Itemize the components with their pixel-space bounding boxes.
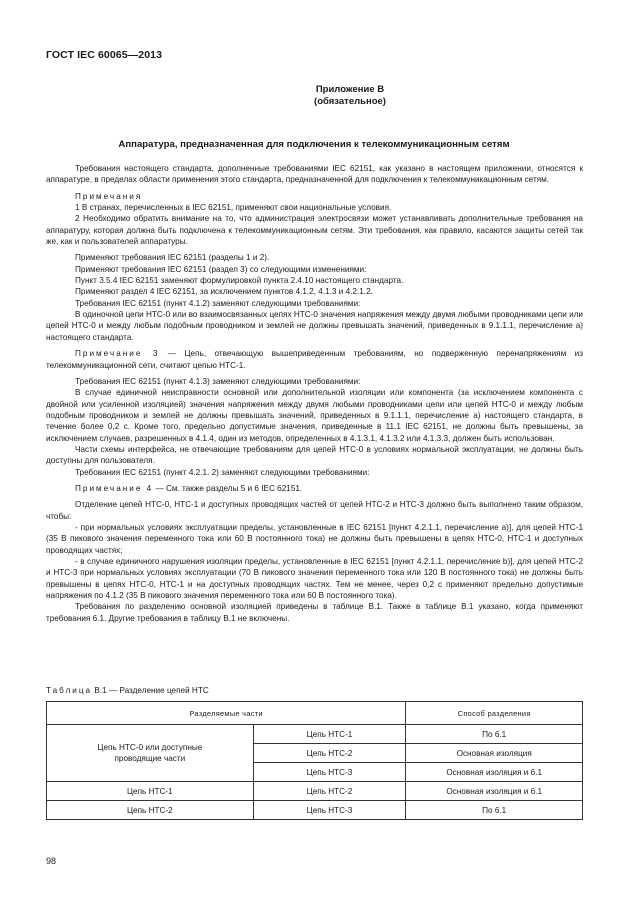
paragraph: Применяют требования IEC 62151 (разделы 1 и 2). [75,253,270,263]
table-cell: По 6.1 [406,801,583,820]
table-row [47,801,583,820]
table-header-row [47,702,583,725]
table-cell: Цепь НТС-2 [47,801,254,820]
appendix-heading [0,84,630,108]
table-row [47,725,583,744]
document-body [46,163,583,624]
table-cell: Цепь НТС-2 [253,744,406,763]
note-text: — См. также разделы 5 и 6 IEC 62151. [153,483,303,493]
table-caption-label: Таблица [46,686,93,695]
note-item: 1 В странах, перечисленных в IEC 62151, применяют свои национальные условия. [75,203,392,213]
note-label: Примечание 3 [75,349,160,359]
column-header-method: Способ разделения [406,702,583,725]
table-cell: Цепь НТС-1 [47,782,254,801]
paragraph: Требования по разделению основной изоляцией приведены в таблице В.1. Также в таблице В.1 указано, когда применяют требования 6.1. Другие требования в таблицу В.1 не включены. [46,602,583,623]
table-cell: Цепь НТС-2 [253,782,406,801]
column-header-parts: Разделяемые части [47,702,406,725]
note-text: — Цепь, отвечающую вышеприведенным требованиям, но подверженную перенапряжениям из телекоммуникационной сети, считают цепью НТС-1. [46,349,583,370]
paragraph: Отделение цепей НТС-0, НТС-1 и доступных проводящих частей от цепей НТС-2 и НТС-3 должно быть выполнено таким образом, чтобы: [46,500,583,521]
paragraph: Пункт 3.5.4 IEC 62151 заменяют формулировкой пункта 2.4.10 настоящего стандарта. [75,276,404,286]
note-paragraph [46,348,583,371]
table-cell: Цепь НТС-1 [253,725,406,744]
separation-table [46,701,583,820]
paragraph: В одиночной цепи НТС-0 или во взаимосвязанных цепях НТС-0 значения напряжения между двумя любыми проводниками цепи или цепей НТС-0 и между любым подобным проводником и землей не должны превышать значений, приведенных в 9.1.1.1, перечисление а) настоящего стандарта. [46,310,583,342]
table-cell: Основная изоляция [406,744,583,763]
table-caption-text: В.1 — Разделение цепей НТС [92,686,209,695]
document-header: ГОСТ IEC 60065—2013 [46,49,163,61]
table-cell: Цепь НТС-3 [253,801,406,820]
paragraph: Части схемы интерфейса, не отвечающие требованиям для цепей НТС-0 в условиях нормальной эксплуатации, не должны быть доступны для пользователя. [46,444,583,466]
group-cell: Цепь НТС-0 или доступные проводящие части [47,725,254,782]
paragraph: В случае единичной неисправности основной или дополнительной изоляции или компонента (за исключением компонента с двойной или усиленной изоляцией) значения напряжения между двумя любыми проводниками цепи или цепей НТС-0 и между любым подобным проводником и землей не должны превышать значений, приведенных в 9.1.1.1, перечисление а) настоящего стандарта, в течение более 0,2 с. Кроме того, предельно допустимые значения, приведенные в 11.1 IEC 62151, не должны быть превышены, за исключением случаев, разрешенных в 4.1.4, один из методов, определенных в 4.1.3.1, 4.1.3.2 или 4.1.3.3, должен быть использован. [46,388,583,443]
table-cell: Основная изоляция и 6.1 [406,782,583,801]
note-item: 2 Необходимо обратить внимание на то, что администрация электросвязи может устанавливать дополнительные требования на аппаратуру, которая должна быть подключена к телекоммуникационным сетям. Эти требования, как правило, касаются защиты сетей так же, как и пользователей аппаратуры. [46,214,583,247]
page-number: 98 [46,856,57,866]
appendix-subtitle: (обязательное) [314,96,386,107]
paragraph: Применяют раздел 4 IEC 62151, за исключением пунктов 4.1.2, 4.1.3 и 4.2.1.2. [75,287,373,297]
paragraph: Требования IEC 62151 (пункт 4.2.1. 2) заменяют следующими требованиями: [75,467,370,477]
notes-heading: Примечания [75,191,143,201]
table-cell: По 6.1 [406,725,583,744]
list-item: - при нормальных условиях эксплуатации пределы, установленные в IEC 62151 [пункт 4.2.1.1, перечисление а)], для цепей НТС-1 (35 В пикового значения переменного тока или 60 В постоянного тока) не должны быть превышены в цепях НТС-0, НТС-1 и доступных проводящих частях; [46,522,583,555]
paragraph: Требования настоящего стандарта, дополненные требованиями IEC 62151, как указано в настоящем приложении, относятся к аппаратуре, в пределах области применения этого стандарта, предназначенной для подключения к телекоммуникационным сетям. [46,164,583,185]
table-caption [46,686,209,695]
table-cell: Основная изоляция и 6.1 [406,763,583,782]
table-cell: Цепь НТС-3 [253,763,406,782]
list-item: - в случае единичного нарушения изоляции пределы, установленные в IEC 62151 [пункт 4.2.1.1, перечисление b)], для цепей НТС-2 и НТС-3 при нормальных условиях эксплуатации (70 В пикового значения переменного тока или 120 В постоянного тока) не должны быть превышены в цепях НТС-0, НТС-1 и на доступных проводящих частях. Тем не менее, через 0,2 с применяют предельно допустимые напряжения по 4.1.2 (35 В пикового значения переменного тока или 60 В постоянного тока). [46,557,583,601]
paragraph: Применяют требования IEC 62151 (раздел 3) со следующими изменениями: [75,264,367,274]
appendix-title: Приложение В [315,84,385,95]
note-paragraph [46,483,583,494]
note-label: Примечание 4 [75,483,154,493]
paragraph: Требования IEC 62151 (пункт 4.1.3) заменяют следующими требованиями: [75,376,361,386]
section-title: Аппаратура, предназначенная для подключения к телекоммуникационным сетям [118,139,510,150]
table-row [47,782,583,801]
paragraph: Требования IEC 62151 (пункт 4.1.2) заменяют следующими требованиями: [75,298,361,308]
